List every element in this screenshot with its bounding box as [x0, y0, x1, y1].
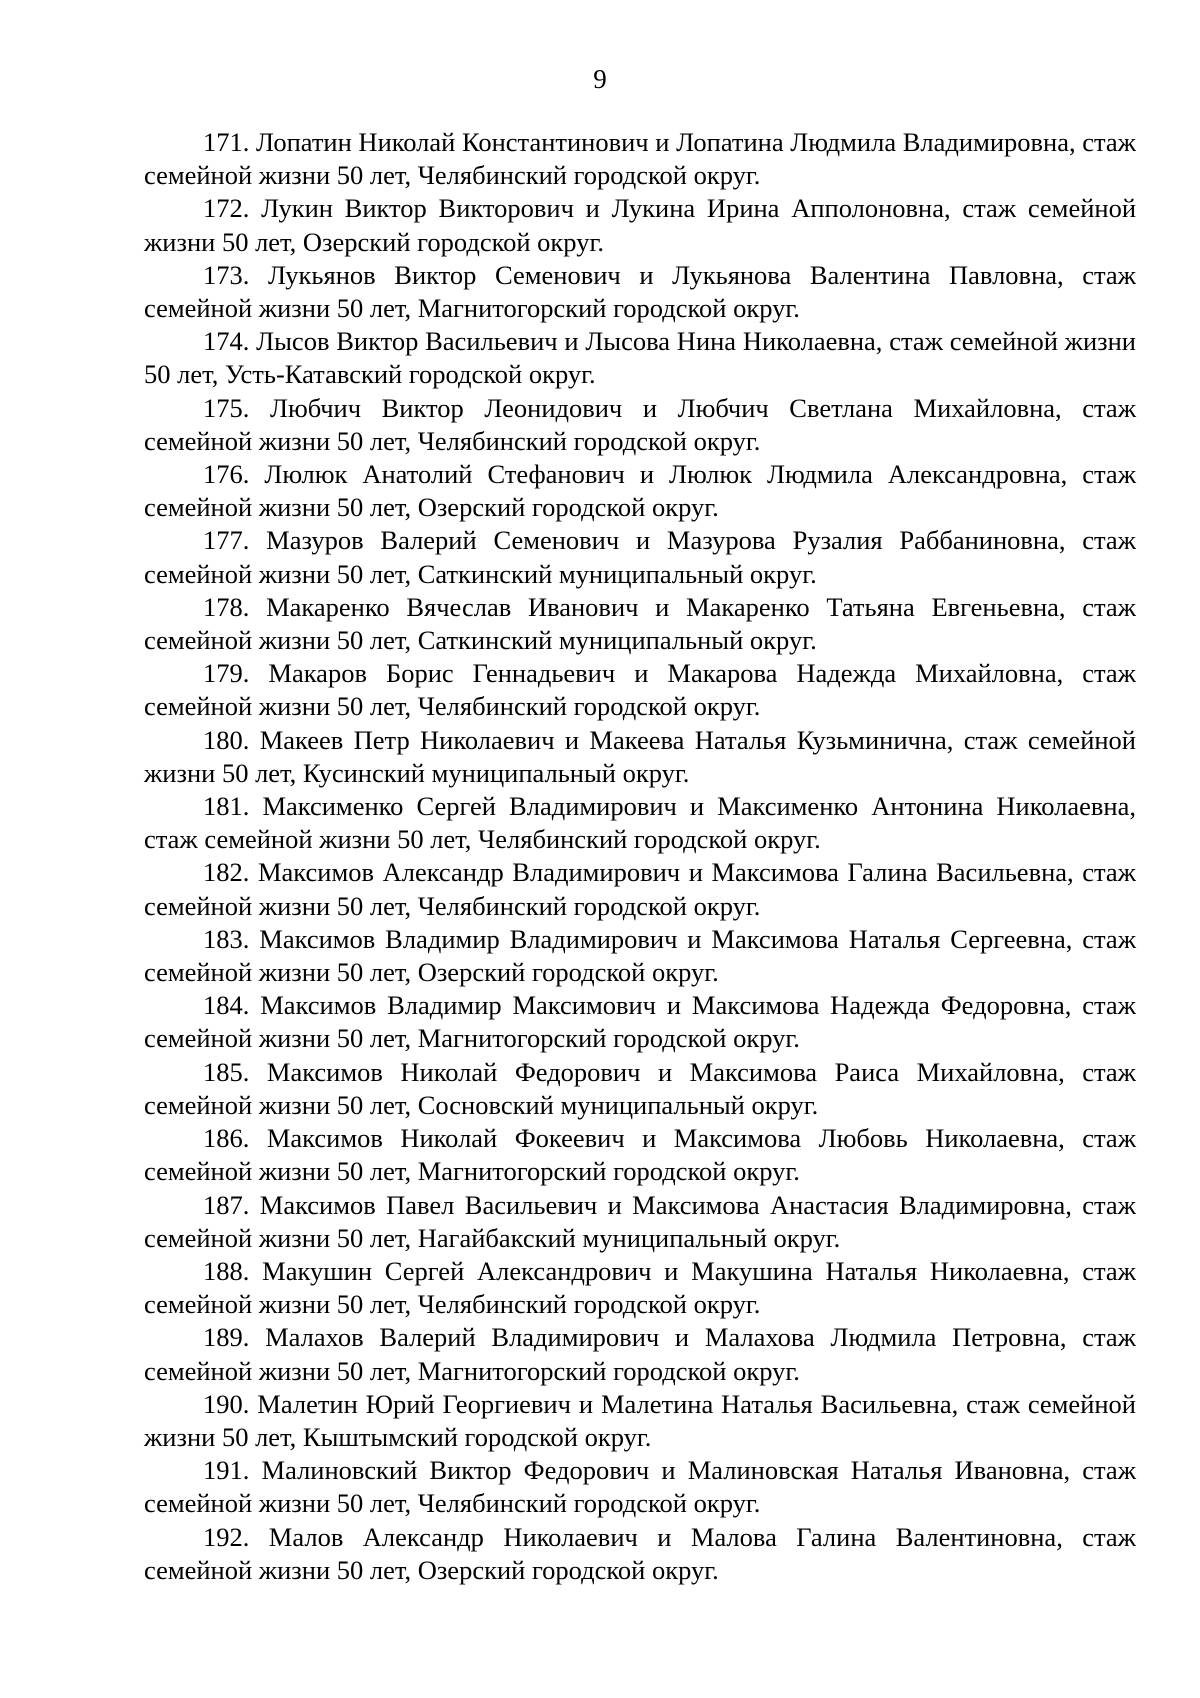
list-entry: 183. Максимов Владимир Владимирович и Максимова Наталья Сергеевна, стаж семейной жизни 50 лет, Озерский городской округ. [144, 923, 1136, 988]
list-entry: 187. Максимов Павел Васильевич и Максимова Анастасия Владимировна, стаж семейной жизни 50 лет, Нагайбакский муниципальный округ. [144, 1189, 1136, 1253]
list-entry: 192. Малов Александр Николаевич и Малова Галина Валентиновна, стаж семейной жизни 50 лет, Озерский городской округ. [144, 1521, 1136, 1585]
list-entry: 174. Лысов Виктор Васильевич и Лысова Нина Николаевна, стаж семейной жизни 50 лет, Усть-Катавский городской округ. [144, 326, 1136, 390]
list-entry: 179. Макаров Борис Геннадьевич и Макарова Надежда Михайловна, стаж семейной жизни 50 лет, Челябинский городской округ. [144, 658, 1136, 722]
entry-list [144, 126, 1136, 1587]
page-number: 9 [593, 64, 607, 94]
list-entry: 190. Малетин Юрий Георгиевич и Малетина Наталья Васильевна, стаж семейной жизни 50 лет, Кыштымский городской округ. [144, 1388, 1136, 1452]
list-entry: 172. Лукин Виктор Викторович и Лукина Ирина Апполоновна, стаж семейной жизни 50 лет, Озерский городской округ. [144, 193, 1136, 257]
list-entry: 175. Любчич Виктор Леонидович и Любчич Светлана Михайловна, стаж семейной жизни 50 лет, Челябинский городской округ. [144, 392, 1136, 456]
list-entry: 186. Максимов Николай Фокеевич и Максимова Любовь Николаевна, стаж семейной жизни 50 лет, Магнитогорский городской округ. [144, 1123, 1136, 1187]
list-entry: 177. Мазуров Валерий Семенович и Мазурова Рузалия Раббаниновна, стаж семейной жизни 50 лет, Саткинский муниципальный округ. [144, 525, 1136, 589]
list-entry: 185. Максимов Николай Федорович и Максимова Раиса Михайловна, стаж семейной жизни 50 лет, Сосновский муниципальный округ. [144, 1056, 1136, 1120]
list-entry: 184. Максимов Владимир Максимович и Максимова Надежда Федоровна, стаж семейной жизни 50 лет, Магнитогорский городской округ. [144, 990, 1136, 1054]
list-entry: 182. Максимов Александр Владимирович и Максимова Галина Васильевна, стаж семейной жизни 50 лет, Челябинский городской округ. [144, 857, 1136, 921]
list-entry: 178. Макаренко Вячеслав Иванович и Макаренко Татьяна Евгеньевна, стаж семейной жизни 50 лет, Саткинский муниципальный округ. [144, 591, 1136, 656]
list-entry: 176. Люлюк Анатолий Стефанович и Люлюк Людмила Александровна, стаж семейной жизни 50 лет, Озерский городской округ. [144, 459, 1136, 523]
list-entry: 171. Лопатин Николай Константинович и Лопатина Людмила Владимировна, стаж семейной жизни 50 лет, Челябинский городской округ. [144, 127, 1136, 191]
list-entry: 189. Малахов Валерий Владимирович и Малахова Людмила Петровна, стаж семейной жизни 50 лет, Магнитогорский городской округ. [144, 1322, 1136, 1386]
list-entry: 188. Макушин Сергей Александрович и Макушина Наталья Николаевна, стаж семейной жизни 50 лет, Челябинский городской округ. [144, 1255, 1136, 1320]
list-entry: 173. Лукьянов Виктор Семенович и Лукьянова Валентина Павловна, стаж семейной жизни 50 лет, Магнитогорский городской округ. [144, 259, 1136, 324]
list-entry: 191. Малиновский Виктор Федорович и Малиновская Наталья Ивановна, стаж семейной жизни 50 лет, Челябинский городской округ. [144, 1455, 1136, 1519]
list-entry: 180. Макеев Петр Николаевич и Макеева Наталья Кузьминична, стаж семейной жизни 50 лет, Кусинский муниципальный округ. [144, 724, 1136, 788]
list-entry: 181. Максименко Сергей Владимирович и Максименко Антонина Николаевна, стаж семейной жизни 50 лет, Челябинский городской округ. [144, 791, 1136, 855]
